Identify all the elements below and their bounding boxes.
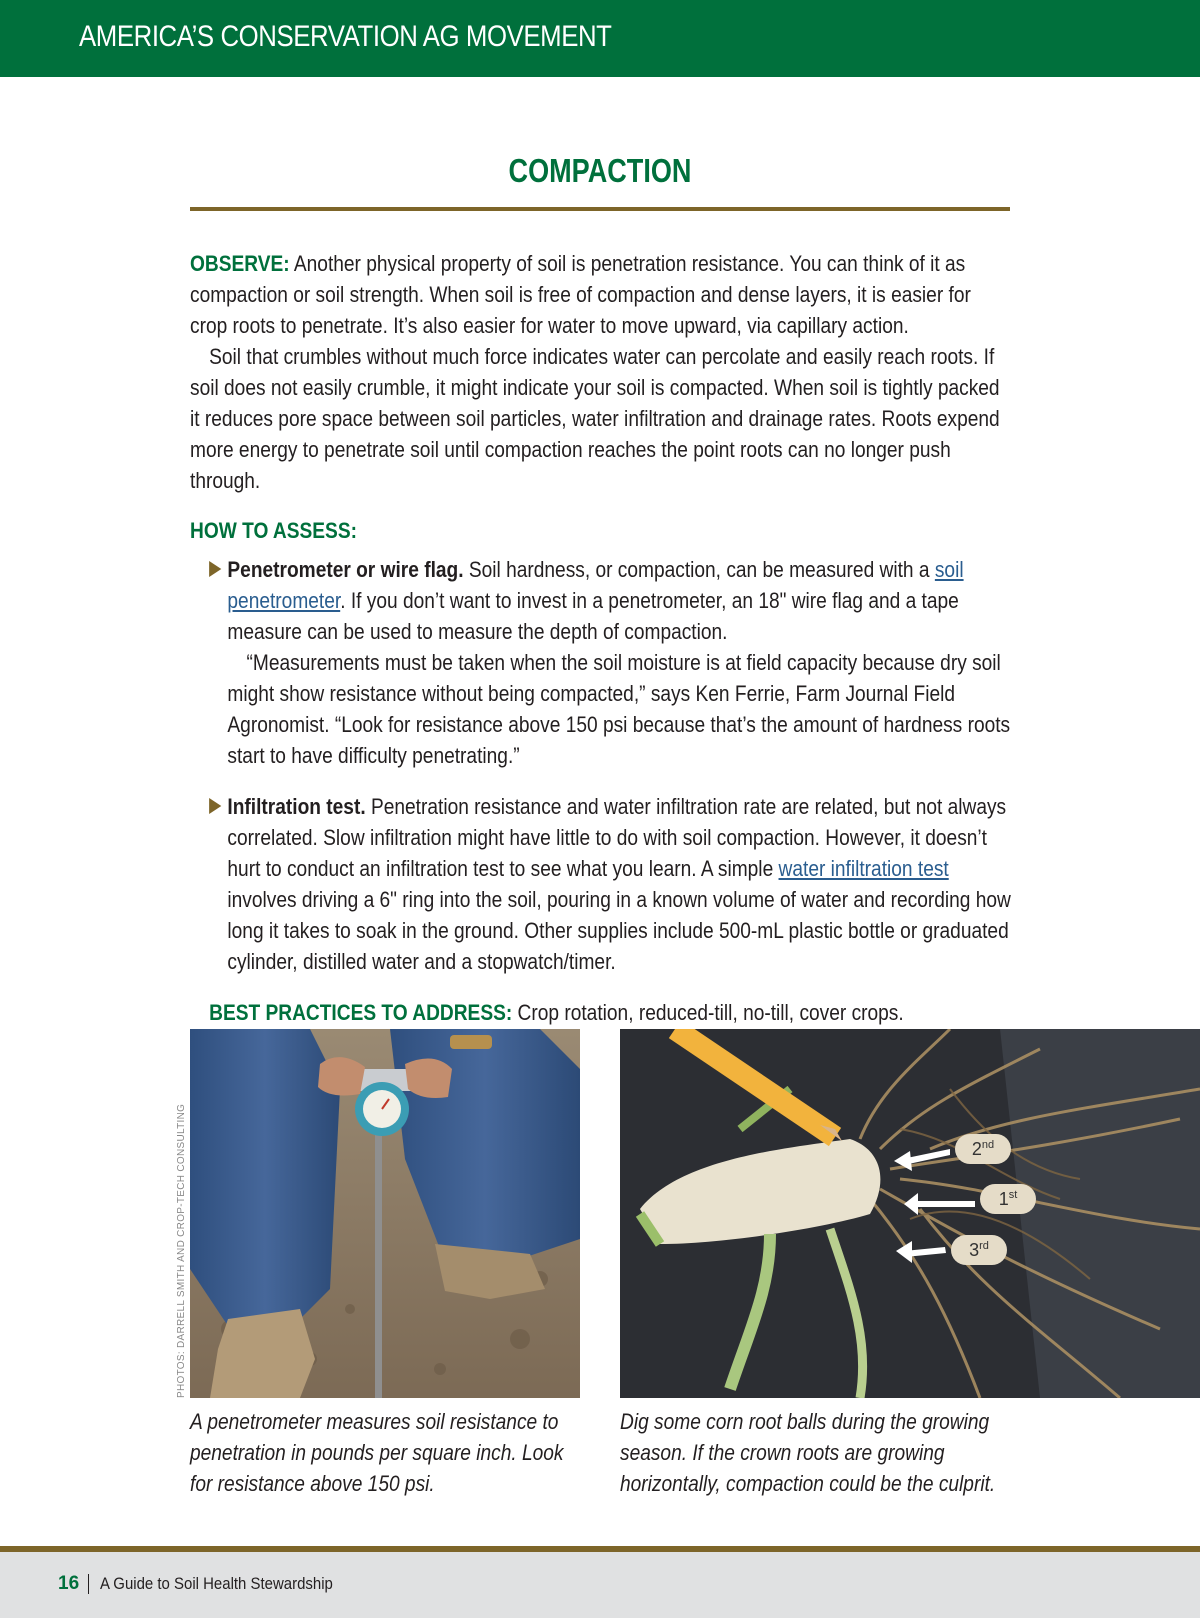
- caption-corn-roots: Dig some corn root balls during the growing season. If the crown roots are growing horizontally, compaction could be the culprit.: [620, 1409, 996, 1496]
- root-label-suffix: nd: [981, 1139, 995, 1151]
- title-rule: [190, 207, 1010, 211]
- bullet-paragraph: [227, 554, 1012, 647]
- header-title: AMERICA’S CONSERVATION AG MOVEMENT: [79, 20, 612, 53]
- root-label-number: 3: [969, 1240, 980, 1260]
- best-practices-text: Crop rotation, reduced-till, no-till, cover crops.: [512, 1000, 904, 1025]
- root-label-1st: [980, 1184, 1036, 1214]
- observe-text: Another physical property of soil is penetration resistance. You can think of it as compaction or soil strength. When soil is free of compaction and dense layers, it is easier for crop roots to penetrate. It’s also easier for water to move upward, via capillary action.: [190, 251, 971, 338]
- photo-credit: PHOTOS: DARRELL SMITH AND CROP-TECH CONSULTING: [176, 1103, 187, 1398]
- triangle-bullet-icon: [209, 561, 221, 577]
- best-practices-label: BEST PRACTICES TO ADDRESS:: [209, 1000, 513, 1025]
- observe-paragraph-2: Soil that crumbles without much force indicates water can percolate and easily reach roots. If soil does not easily crumble, it might indicate your soil is compacted. When soil is tightly packed it reduces pore space between soil particles, water infiltration and drainage rates. Roots expend more energy to penetrate soil until compaction reaches the point roots can no longer push through.: [190, 344, 1000, 493]
- footer-title: A Guide to Soil Health Stewardship: [100, 1574, 333, 1593]
- observe-label: OBSERVE:: [190, 251, 290, 276]
- header-bar: [0, 0, 1200, 77]
- root-label-suffix: st: [1008, 1189, 1018, 1201]
- bullet-text: involves driving a 6" ring into the soil, pouring in a known volume of water and recording how long it takes to soak in the ground. Other supplies include 500-mL plastic bottle or graduated cylinder, distilled water and a stopwatch/timer.: [227, 887, 1011, 974]
- bullet-paragraph: [227, 791, 1012, 977]
- corn-root-photo: [620, 1029, 1200, 1398]
- penetrometer-photo: [190, 1029, 580, 1398]
- root-label-number: 1: [998, 1189, 1009, 1209]
- caption-penetrometer: A penetrometer measures soil resistance to penetration in pounds per square inch. Look for resistance above 150 psi.: [190, 1409, 564, 1496]
- bullet-penetrometer: [190, 554, 1012, 771]
- bullet-title: Infiltration test.: [227, 794, 366, 819]
- penetrometer-illustration: [190, 1029, 580, 1398]
- root-label-2nd: [955, 1134, 1011, 1164]
- bullet-text: Penetration resistance and water infiltration rate are related, but not always correlated. Slow infiltration might have little to do with soil compaction. However, it doesn’t hurt to conduct an infiltration test to see what you learn. A simple: [227, 794, 1007, 881]
- footer: [0, 1552, 1200, 1618]
- article-body: [190, 248, 1012, 1028]
- water-infiltration-test-link[interactable]: water infiltration test: [778, 856, 949, 881]
- root-label-number: 2: [971, 1139, 982, 1159]
- observe-paragraph: [190, 248, 1012, 341]
- ferrie-quote: “Measurements must be taken when the soil moisture is at field capacity because dry soil might show resistance without being compacted,” says Ken Ferrie, Farm Journal Field Agronomist. “Look for resistance above 150 psi because that’s the amount of hardness roots start to have difficulty penetrating.”: [227, 650, 1011, 768]
- bullet-infiltration: [190, 791, 1012, 977]
- bullet-text: Soil hardness, or compaction, can be measured with a: [463, 557, 935, 582]
- page-number: 16: [58, 1573, 80, 1594]
- section-title: COMPACTION: [508, 152, 692, 189]
- corn-root-illustration: [620, 1029, 1200, 1398]
- footer-divider: [88, 1574, 89, 1594]
- soil-penetrometer-link[interactable]: soil penetrometer: [227, 557, 964, 613]
- best-practices: [190, 997, 1012, 1028]
- bullet-text: . If you don’t want to invest in a penetrometer, an 18" wire flag and a tape measure can be used to measure the depth of compaction.: [227, 588, 959, 644]
- root-label-suffix: rd: [979, 1240, 989, 1252]
- triangle-bullet-icon: [209, 798, 221, 814]
- assess-heading: HOW TO ASSESS:: [190, 518, 357, 543]
- bullet-title: Penetrometer or wire flag.: [227, 557, 464, 582]
- root-label-3rd: [951, 1235, 1007, 1265]
